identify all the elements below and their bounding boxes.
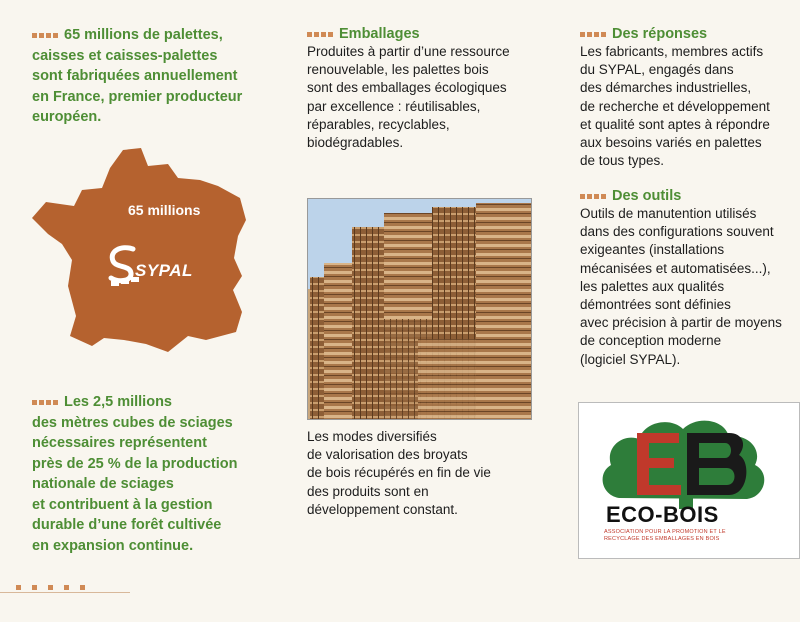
sciages-text — [32, 391, 237, 556]
bullet-squares-icon — [32, 391, 60, 412]
emballages-line: biodégradables. — [307, 135, 404, 151]
reponses-line: de recherche et développement — [580, 98, 770, 114]
pallet-stacks-photo — [307, 198, 532, 420]
emballages-line: Produites à partir d’une ressource — [307, 44, 510, 59]
outils-heading: Des outils — [612, 188, 682, 204]
emballages-line: réparables, recyclables, — [307, 116, 450, 132]
emballages-heading: Emballages — [339, 26, 420, 42]
intro-line: 65 millions de palettes, — [64, 27, 223, 43]
bullet-squares-icon — [580, 24, 608, 42]
reponses-line: et qualité sont aptes à répondre — [580, 116, 770, 132]
reponses-section — [580, 24, 770, 170]
emballages-section — [307, 24, 510, 152]
bullet-squares-icon — [32, 24, 60, 45]
outils-line: exigeantes (installations — [580, 242, 725, 258]
outils-line: dans des configurations souvent — [580, 224, 774, 240]
map-production-label: 65 millions — [128, 202, 201, 218]
intro-line: caisses et caisses-palettes — [32, 47, 218, 64]
outils-line: de conception moderne — [580, 333, 722, 349]
outils-line: Outils de manutention utilisés — [580, 206, 757, 221]
reponses-line: aux besoins variés en palettes — [580, 135, 762, 151]
sciages-line: durable d’une forêt cultivée — [32, 517, 222, 533]
sciages-line: nécessaires représentent — [32, 435, 207, 451]
caption-line: de valorisation des broyats — [307, 447, 468, 463]
eco-bois-subtitle: ASSOCIATION POUR LA PROMOTION ET LE — [604, 529, 726, 535]
pallet-stacks-image — [308, 199, 531, 419]
reponses-heading: Des réponses — [612, 26, 708, 42]
sypal-logo-text: SYPAL — [135, 261, 193, 280]
intro-line: en France, premier producteur — [32, 88, 243, 105]
caption-line: de bois récupérés en fin de vie — [307, 465, 491, 481]
eco-bois-subtitle: RECYCLAGE DES EMBALLAGES EN BOIS — [604, 536, 720, 542]
outils-line: les palettes aux qualités — [580, 278, 725, 294]
intro-line: européen. — [32, 109, 102, 125]
caption-line: Les modes diversifiés — [307, 429, 437, 444]
reponses-line: Les fabricants, membres actifs — [580, 44, 764, 59]
outils-line: (logiciel SYPAL). — [580, 351, 681, 367]
sciages-line: Les 2,5 millions — [64, 394, 172, 410]
caption-line: des produits sont en — [307, 483, 429, 499]
bullet-squares-icon — [580, 186, 608, 204]
emballages-line: renouvelable, les palettes bois — [307, 62, 489, 78]
reponses-line: des démarches industrielles, — [580, 80, 752, 96]
intro-line: sont fabriquées annuellement — [32, 68, 238, 84]
reponses-line: de tous types. — [580, 153, 665, 169]
sciages-line: en expansion continue. — [32, 537, 194, 554]
outils-section — [580, 186, 782, 369]
eco-bois-name: ECO-BOIS — [606, 502, 719, 527]
intro-text — [32, 24, 242, 128]
photo-caption — [307, 428, 491, 519]
emballages-line: sont des emballages écologiques — [307, 80, 507, 96]
sciages-line: nationale de sciages — [32, 476, 174, 492]
bullet-squares-icon — [307, 24, 335, 42]
outils-line: démontrées sont définies — [580, 297, 731, 313]
footer-divider — [0, 592, 130, 593]
sciages-line: près de 25 % de la production — [32, 455, 238, 472]
emballages-line: par excellence : réutilisables, — [307, 98, 481, 114]
outils-line: avec précision à partir de moyens — [580, 315, 782, 331]
sciages-line: et contribuent à la gestion — [32, 496, 213, 513]
outils-line: mécanisées et automatisées...), — [580, 260, 771, 276]
reponses-line: du SYPAL, engagés dans — [580, 62, 734, 78]
caption-line: développement constant. — [307, 501, 458, 517]
sciages-line: des mètres cubes de sciages — [32, 414, 233, 431]
